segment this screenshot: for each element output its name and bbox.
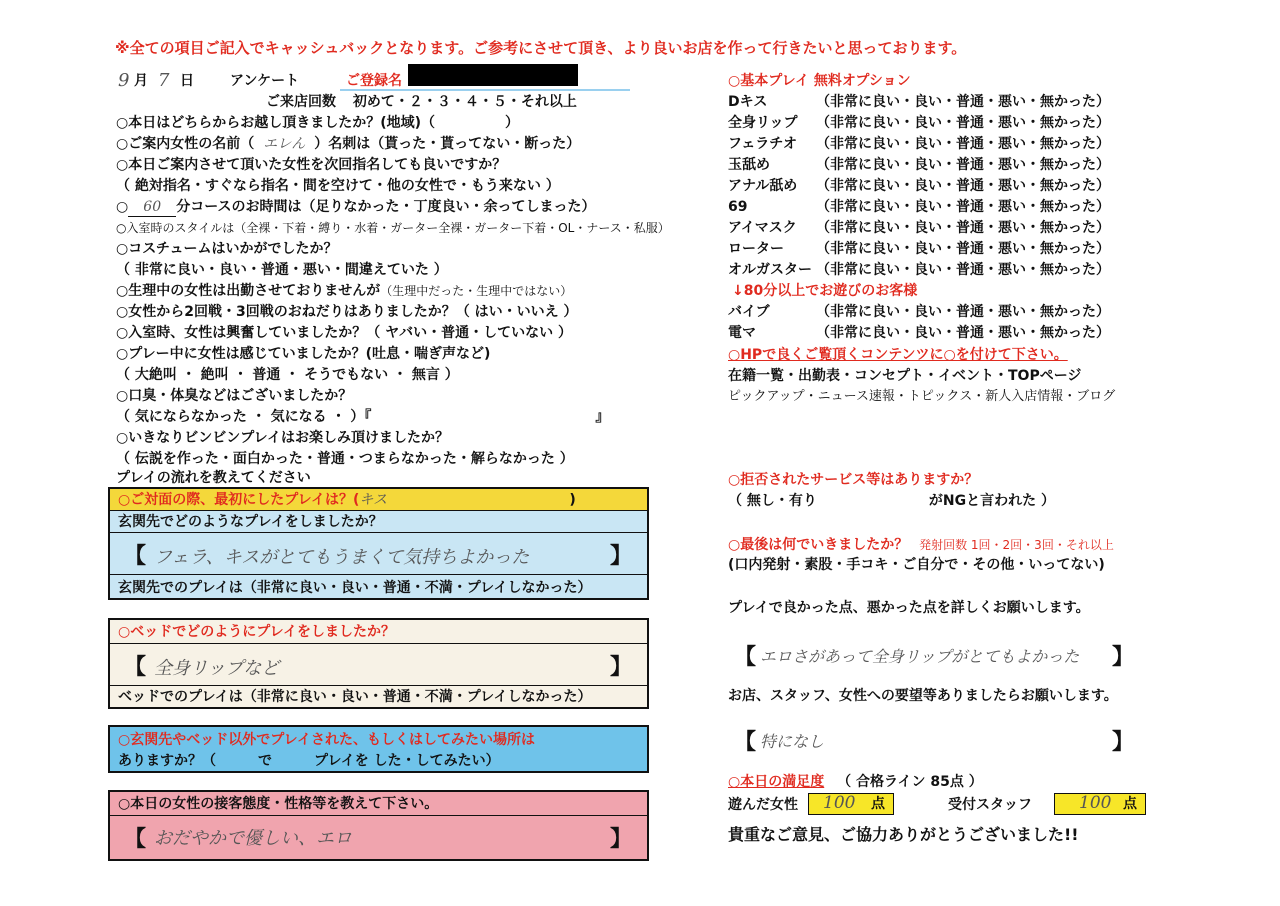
attitude-bracket-left: 【	[124, 827, 147, 852]
q-nominate: ○本日ご案内させて頂いた女性を次回指名しても良いですか？	[116, 157, 507, 173]
hp-line2: ピックアップ・ニュース速報・トピックス・新人入店情報・ブログ	[728, 389, 1116, 404]
option-rating-scale: （非常に良い・良い・普通・悪い・無かった）	[816, 115, 1110, 131]
satisfaction-title: ○本日の満足度	[728, 774, 825, 790]
options-title: ○基本プレイ 無料オプション	[728, 73, 911, 89]
q-second-round: ○女性から2回戦・3回戦のおねだりはありましたか？（ はい・いいえ ）	[116, 304, 578, 320]
course-minutes: 60	[128, 198, 176, 217]
score-row	[728, 794, 1148, 816]
request-bracket-right: 】	[1112, 730, 1135, 755]
good-bad-answer: エロさがあって全身リップがとてもよかった	[760, 647, 1080, 666]
option-row	[728, 303, 1110, 321]
thanks-message: 貴重なご意見、ご協力ありがとうございました!!	[728, 825, 1079, 844]
entrance-answer: フェラ、キスがとてもうまくて気持ちよかった	[154, 547, 530, 568]
bed-rating: ベッドでのプレイは（非常に良い・良い・普通・不満・プレイしなかった）	[118, 689, 592, 705]
q-binbin: ○いきなりビンビンプレイはお楽しみ頂けましたか？	[116, 430, 449, 446]
first-play-band	[110, 489, 647, 511]
option-name: 電マ	[728, 325, 756, 341]
finish-row	[728, 536, 1114, 554]
bed-answer: 全身リップなど	[154, 658, 280, 679]
q-nominate-options: （ 絶対指名・すぐなら指名・間を空けて・他の女性で・もう来ない ）	[116, 178, 560, 194]
option-name: オルガスター	[728, 262, 812, 278]
request-answer: 特になし	[760, 732, 825, 751]
option-name: 69	[728, 199, 748, 215]
registration-label: ご登録名	[346, 73, 402, 89]
visit-count-row	[266, 93, 577, 111]
satisfaction-line: （ 合格ライン 85点 ）	[837, 774, 983, 790]
hp-title: ○HPで良くご覧頂くコンテンツに○を付けて下さい。	[728, 347, 1068, 363]
entrance-bracket-left: 【	[124, 544, 147, 569]
q-play-flow: プレイの流れを教えてください	[116, 470, 311, 486]
q-region: ○本日はどちらからお越し頂きましたか？(地域)（ ）	[116, 115, 520, 131]
finish-title: ○最後は何でいきましたか？	[728, 537, 909, 553]
other-place-line2: ありますか？（ で プレイを した・してみたい）	[118, 753, 500, 769]
staff-score-box	[1054, 793, 1146, 815]
attitude-answer: おだやかで優しい、エロ	[154, 828, 352, 849]
option-rating-scale: （非常に良い・良い・普通・悪い・無かった）	[816, 262, 1110, 278]
option-name: フェラチオ	[728, 136, 798, 152]
finish-count: 発射回数 1回・2回・3回・それ以上	[919, 538, 1114, 552]
option-name: 全身リップ	[728, 115, 798, 131]
girl-name-answer: エレん	[263, 136, 306, 152]
staff-score: 100	[1079, 793, 1112, 813]
option-name: ローター	[728, 241, 784, 257]
request-label: お店、スタッフ、女性への要望等ありましたらお願いします。	[728, 688, 1118, 704]
bed-answer-band	[110, 644, 647, 686]
option-name: バイブ	[728, 304, 770, 320]
registration-name-redacted	[408, 64, 578, 86]
option-rating-scale: （非常に良い・良い・普通・悪い・無かった）	[816, 136, 1110, 152]
option-rating-scale: （非常に良い・良い・普通・悪い・無かった）	[816, 157, 1110, 173]
option-row	[728, 219, 1110, 237]
option-row	[728, 93, 1110, 111]
q-course-prefix: ○	[116, 199, 129, 215]
option-rating-scale: （非常に良い・良い・普通・悪い・無かった）	[816, 178, 1110, 194]
month-suffix: 月	[134, 73, 148, 89]
date-month: 9	[118, 70, 130, 91]
option-row	[728, 240, 1110, 258]
good-bad-label: プレイで良かった点、悪かった点を詳しくお願いします。	[728, 600, 1090, 616]
bed-play-band	[110, 620, 647, 644]
q-period	[116, 282, 572, 300]
bed-bracket-left: 【	[124, 655, 147, 680]
survey-title: アンケート	[230, 73, 300, 89]
q-entry-style: ○入室時のスタイルは（全裸・下着・縛り・水着・ガーター全裸・ガーター下着・OL・ナース・私服）	[116, 221, 670, 235]
refused-line: （ 無し・有り がNGと言われた ）	[728, 493, 1055, 509]
option-row	[728, 198, 1110, 216]
q-period-options: （生理中だった・生理中ではない）	[380, 284, 573, 298]
q-excited: ○入室時、女性は興奮していましたか？（ ヤバい・普通・していない ）	[116, 325, 572, 341]
staff-score-point: 点	[1123, 796, 1137, 812]
attitude-box	[108, 790, 649, 861]
good-bad-bracket-left: 【	[734, 645, 757, 670]
attitude-band	[110, 792, 647, 816]
girl-score-point: 点	[871, 796, 885, 812]
q-odor: ○口臭・体臭などはございましたか？	[116, 388, 353, 404]
first-play-label: ○ご対面の際、最初にしたプレイは？(	[118, 492, 360, 508]
attitude-title: ○本日の女性の接客態度・性格等を教えて下さい。	[118, 796, 439, 812]
option-row	[728, 324, 1110, 342]
first-play-title	[118, 491, 576, 509]
other-place-box	[108, 725, 649, 773]
registration-underline	[340, 89, 630, 91]
option-rating-scale: （非常に良い・良い・普通・悪い・無かった）	[816, 241, 1110, 257]
entrance-rating: 玄関先でのプレイは（非常に良い・良い・普通・不満・プレイしなかった）	[118, 580, 592, 596]
request-bracket-left: 【	[734, 730, 757, 755]
option-rating-scale: （非常に良い・良い・普通・悪い・無かった）	[816, 94, 1110, 110]
q-costume: ○コスチュームはいかがでしたか？	[116, 241, 338, 257]
q-feeling: ○プレー中に女性は感じていましたか？(吐息・喘ぎ声など)	[116, 346, 491, 362]
girl-score-box	[808, 793, 894, 815]
staff-score-label: 受付スタッフ	[948, 797, 1032, 813]
bed-play-box	[108, 618, 649, 709]
q-card-label: ）名刺は（貰った・貰ってない・断った）	[314, 136, 581, 152]
bed-play-title: ○ベッドでどのようにプレイをしましたか？	[118, 624, 395, 640]
visit-count-options: 初めて・２・３・４・５・それ以上	[352, 94, 577, 110]
visit-count-label: ご来店回数	[266, 94, 336, 110]
option-name: アナル舐め	[728, 178, 798, 194]
entrance-answer-band	[110, 533, 647, 575]
extra-title: ↓80分以上でお遊びのお客様	[732, 283, 918, 299]
q-girl-name	[116, 135, 580, 153]
girl-score-label: 遊んだ女性	[728, 797, 798, 813]
satisfaction-row	[728, 773, 983, 791]
good-bad-bracket-right: 】	[1112, 645, 1135, 670]
option-rating-scale: （非常に良い・良い・普通・悪い・無かった）	[816, 304, 1110, 320]
header-note: ※全ての項目ご記入でキャッシュバックとなります。ご参考にさせて頂き、より良いお店を作って行きたいと思っております。	[115, 39, 967, 57]
q-odor-options: （ 気にならなかった ・ 気になる ・ ）『 』	[116, 409, 610, 425]
bed-bracket-right: 】	[610, 655, 633, 680]
hp-line1: 在籍一覧・出勤表・コンセプト・イベント・TOPページ	[728, 368, 1082, 384]
first-play-answer: キス	[359, 492, 388, 508]
q-girl-name-label: ○ご案内女性の名前（	[116, 136, 255, 152]
option-rating-scale: （非常に良い・良い・普通・悪い・無かった）	[816, 325, 1110, 341]
option-rating-scale: （非常に良い・良い・普通・悪い・無かった）	[816, 220, 1110, 236]
option-name: 玉舐め	[728, 157, 770, 173]
other-place-title	[118, 731, 535, 749]
option-row	[728, 156, 1110, 174]
q-feeling-options: （ 大絶叫 ・ 絶叫 ・ 普通 ・ そうでもない ・ 無言 ）	[116, 367, 459, 383]
attitude-bracket-right: 】	[610, 827, 633, 852]
option-row	[728, 135, 1110, 153]
girl-score: 100	[823, 793, 856, 813]
q-binbin-options: （ 伝説を作った・面白かった・普通・つまらなかった・解らなかった ）	[116, 451, 574, 467]
refused-title: ○拒否されたサービス等はありますか？	[728, 472, 979, 488]
option-row	[728, 261, 1110, 279]
date-day: 7	[158, 70, 170, 91]
first-play-box	[108, 487, 649, 600]
option-row	[728, 114, 1110, 132]
day-suffix: 日	[180, 73, 194, 89]
other-place-label: ○玄関先やベッド以外でプレイされた、もしくはしてみたい場所は	[118, 732, 535, 748]
q-course-label: 分コースのお時間は（足りなかった・丁度良い・余ってしまった）	[176, 199, 596, 215]
q-period-label: ○生理中の女性は出勤させておりませんが	[116, 283, 381, 299]
option-name: アイマスク	[728, 220, 797, 236]
finish-options: (口内発射・素股・手コキ・ご自分で・その他・いってない)	[728, 557, 1105, 573]
entrance-question: 玄関先でどのようなプレイをしましたか？	[118, 514, 383, 530]
option-name: Dキス	[728, 94, 768, 110]
option-rating-scale: （非常に良い・良い・普通・悪い・無かった）	[816, 199, 1110, 215]
option-row	[728, 177, 1110, 195]
entrance-bracket-right: 】	[610, 544, 633, 569]
entrance-question-band	[110, 511, 647, 533]
first-play-close: )	[569, 492, 576, 508]
q-costume-options: （ 非常に良い・良い・普通・悪い・間違えていた ）	[116, 262, 448, 278]
q-course-time	[116, 198, 596, 217]
